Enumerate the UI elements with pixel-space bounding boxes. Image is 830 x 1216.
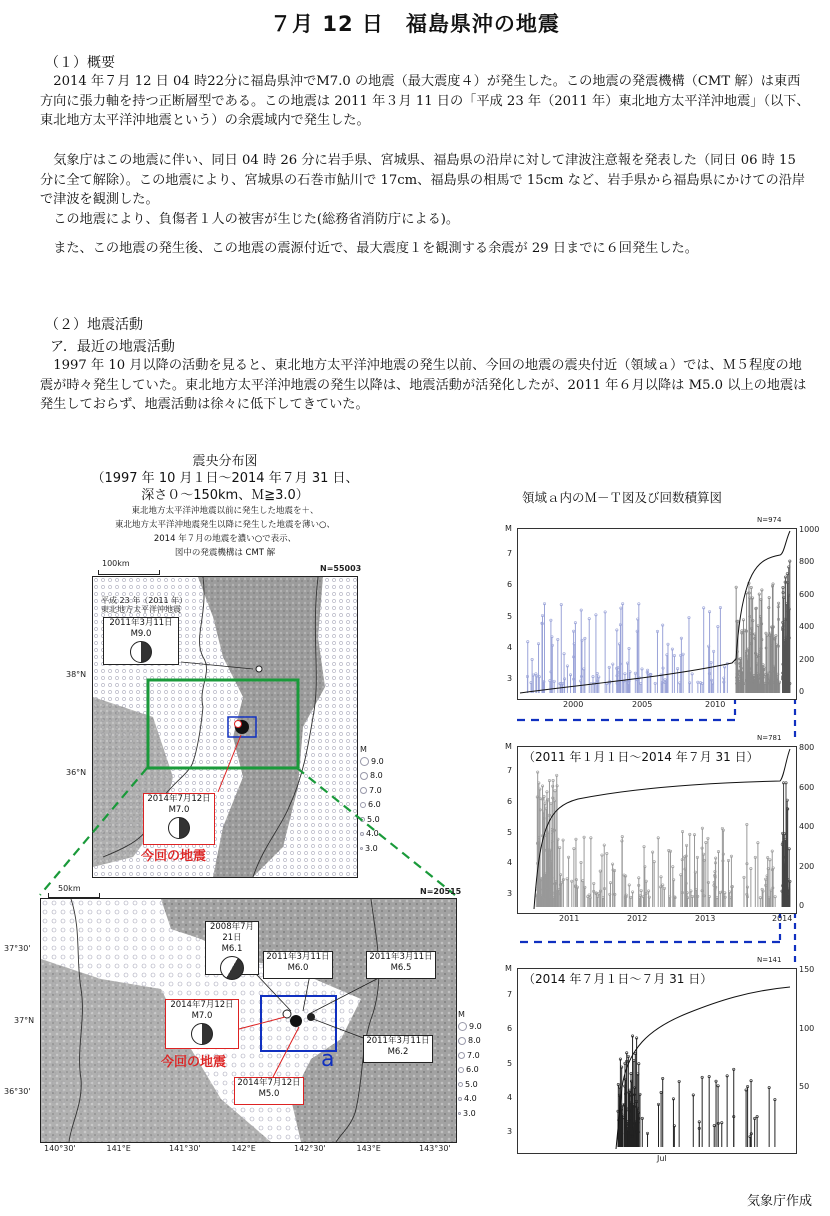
map2-this-eq-mag: M7.0 <box>191 1011 213 1021</box>
map2-this-eq-label: 今回の地震 <box>161 1055 227 1070</box>
map2-this-eq-date: 2014年7月12日 <box>170 1000 234 1010</box>
mt-y2-tick: 0 <box>799 901 805 910</box>
map-caption-depth: 深さ０～150km、Ｍ≧3.0） <box>141 488 309 503</box>
mt-y-tick: 4 <box>507 858 513 868</box>
mt-y2-tick: 150 <box>799 965 815 974</box>
map1-count: N=55003 <box>320 564 362 573</box>
map-caption-title: 震央分布図 <box>192 454 258 469</box>
mag-legend-label: 6.0 <box>368 800 381 810</box>
mt-cumulative-line <box>534 749 790 909</box>
map-caption-period: （1997 年 10 月１日～2014 年７月 31 日、 <box>91 471 359 486</box>
mt-svg <box>518 529 796 699</box>
mt-y2-tick: 50 <box>799 1082 810 1092</box>
mt-y-tick: 5 <box>507 1058 513 1068</box>
map2-eq-2011-m65-mag: M6.5 <box>390 963 412 973</box>
mag-legend-item <box>458 1019 482 1034</box>
map2-lat-3730: 37°30' <box>4 944 31 953</box>
mt-y2-tick: 600 <box>799 782 815 792</box>
mt-n-label: N=141 <box>757 956 782 964</box>
map-caption-note-4: 図中の発震機構は CMT 解 <box>174 548 276 558</box>
magnitude-circle-icon <box>458 1067 464 1073</box>
mt-n-label: N=781 <box>757 734 782 742</box>
mt-y2-tick: 800 <box>799 743 815 752</box>
map2-this-eq-box <box>165 999 239 1049</box>
map2-lon-tick: 142°30' <box>294 1144 326 1153</box>
mag-legend-title: M <box>458 1010 465 1019</box>
map1-lat-36: 36°N <box>66 768 87 777</box>
mt-x-tick: 2013 <box>695 914 716 923</box>
map-caption-note-1: 東北地方太平洋沖地震以前に発生した地震を＋、 <box>131 506 319 516</box>
mag-legend-label: 4.0 <box>366 829 379 839</box>
mt-chart-3 <box>517 968 797 1154</box>
map-caption-note-2: 東北地方太平洋沖地震発生以降に発生した地震を薄い○、 <box>115 520 335 530</box>
map2-eq-2008-mag: M6.1 <box>221 944 243 954</box>
map2-lon-tick: 141°30' <box>169 1144 201 1153</box>
map2-scale-label: 50km <box>58 884 81 893</box>
mt-ylabel: M <box>505 524 512 533</box>
mag-legend-title: M <box>360 745 367 754</box>
map2-count: N=20515 <box>420 887 462 896</box>
map2-eq-2011-m60-date: 2011年3月11日 <box>266 952 330 962</box>
map2-lat-37: 37°N <box>14 1016 35 1025</box>
map1-this-eq-date: 2014年7月12日 <box>147 794 211 804</box>
mt-y-tick: 6 <box>507 1024 513 1034</box>
section1-paragraph-2: 気象庁はこの地震に伴い、同日 04 時 26 分に岩手県、宮城県、福島県の沿岸に対して津波注意報を発表した（同日 06 時 15 分に全て解除）。この地震により、宮城県の石巻市鮎川で 17cm、福島県の相馬で 15cm など、岩手県から福島県にかけての沿岸で津波を観測した。 <box>40 153 806 208</box>
mt-panel-title: （2011 年１月１日～2014 年７月 31 日） <box>523 750 759 764</box>
mag-legend-label: 4.0 <box>464 1094 477 1104</box>
mag-legend-label: 6.0 <box>466 1065 479 1075</box>
mt-x-tick: 2005 <box>632 700 653 709</box>
mt-y2-tick: 800 <box>799 557 815 567</box>
map2-lat-3630: 36°30' <box>4 1087 31 1096</box>
section2-heading: （２）地震活動 <box>45 317 143 333</box>
mt-svg <box>518 747 796 913</box>
mt-y2-tick: 0 <box>799 687 805 696</box>
mt-x-tick: 2011 <box>559 914 580 923</box>
map2-lon-tick: 143°30' <box>419 1144 451 1153</box>
mag-legend-label: 3.0 <box>365 843 378 853</box>
map2-lon-tick: 141°E <box>106 1144 131 1153</box>
footer-credit: 気象庁作成 <box>746 1194 812 1209</box>
section2-paragraph: 1997 年 10 月以降の活動を見ると、東北地方太平洋沖地震の発生以前、今回の地震の震央付近（領域ａ）では、Ｍ５程度の地震が時々発生していた。東北地方太平洋沖地震の発生以降は、地震活動が活発化したが、2011 年６月以降は M5.0 以上の地震は発生しておらず、地震活動は徐々に低下してきていた。 <box>40 358 807 413</box>
mag-legend-item <box>458 1048 482 1063</box>
magnitude-circle-icon <box>458 1082 463 1087</box>
mt-ylabel: M <box>505 964 512 973</box>
mt-title: 領域ａ内のＭ－Ｔ図及び回数積算図 <box>522 490 723 505</box>
mag-legend-label: 5.0 <box>367 814 380 824</box>
magnitude-circle-icon <box>458 1022 467 1031</box>
map1-this-eq-label: 今回の地震 <box>141 849 207 864</box>
map2-eq-box-2011-m60 <box>263 951 333 979</box>
mt-y-tick: 6 <box>507 580 513 590</box>
mt-panel-title: （2014 年７月１日～７月 31 日） <box>523 972 713 986</box>
magnitude-circle-icon <box>458 1037 466 1045</box>
map2-eq-box-2011-m65 <box>366 951 436 979</box>
mag-legend-item <box>458 1063 482 1078</box>
mag-legend-item <box>458 1106 482 1121</box>
mt-y2-tick: 1000 <box>799 525 820 534</box>
section1-paragraph-3: この地震により、負傷者１人の被害が生じた(総務省消防庁による)。 <box>53 212 460 227</box>
mt-y2-tick: 600 <box>799 589 815 599</box>
mt-y-tick: 4 <box>507 643 513 652</box>
mag-legend-item <box>458 1034 482 1049</box>
mt-y-tick: 5 <box>507 827 513 837</box>
mag-legend-label: 9.0 <box>469 1021 482 1031</box>
mt-y-tick: 7 <box>507 766 513 776</box>
mt-y-tick: 3 <box>507 1127 513 1137</box>
section1-heading: （１）概要 <box>45 55 115 71</box>
mt-y-tick: 6 <box>507 796 513 806</box>
mag-legend-label: 9.0 <box>371 756 384 766</box>
map2-panel <box>40 898 457 1143</box>
focal-mechanism-icon <box>191 1023 213 1045</box>
map1-lat-38: 38°N <box>66 670 87 679</box>
mt-y2-tick: 100 <box>799 1023 815 1033</box>
mt-y-tick: 7 <box>507 548 513 558</box>
magnitude-circle-icon <box>458 1052 465 1059</box>
map2-eq-2011-m62-mag: M6.2 <box>387 1047 409 1057</box>
mt-y-tick: 4 <box>507 1093 513 1102</box>
mag-legend-label: 7.0 <box>467 1050 480 1060</box>
mag-legend-label: 7.0 <box>369 785 382 795</box>
map2-lon-tick: 142°E <box>231 1144 256 1153</box>
mt-y-tick: 3 <box>507 674 513 684</box>
map2-eq-box-2008 <box>205 921 259 975</box>
mt-y2-tick: 400 <box>799 822 815 831</box>
map2-m5-mag: M5.0 <box>258 1089 280 1099</box>
mt-y-tick: 3 <box>507 888 513 898</box>
page-title: ７月 12 日 福島県沖の地震 <box>270 12 560 36</box>
section1-paragraph-1: 2014 年７月 12 日 04 時22分に福島県沖でM7.0 の地震（最大震度４）が発生した。この地震の発震機構（CMT 解）は東西方向に張力軸を持つ正断層型である。この地震は 2011 年３月 11 日の「平成 23 年（2011 年）東北地方太平洋沖地震」（以下、東北地方太平洋沖地震という）の余震域内で発生した。 <box>40 74 810 129</box>
map1-this-eq-mag: M7.0 <box>168 805 190 815</box>
mt-x-tick: 2012 <box>627 914 648 923</box>
focal-mechanism-icon <box>220 956 244 980</box>
magnitude-circle-icon <box>458 1097 462 1101</box>
mt-ylabel: M <box>505 742 512 751</box>
mt-y2-tick: 400 <box>799 622 815 632</box>
map2-eq-2011-m60-mag: M6.0 <box>287 963 309 973</box>
mt-y2-tick: 200 <box>799 861 815 871</box>
map1-eq-label-2: 東北地方太平洋沖地震 <box>101 605 181 614</box>
mag-legend-label: 3.0 <box>463 1108 476 1118</box>
map2-m5-box <box>234 1077 304 1105</box>
map-caption-note-3: 2014 年７月の地震を濃い○で表示、 <box>153 534 297 544</box>
mag-legend-label: 8.0 <box>370 771 383 781</box>
mt-chart-1 <box>517 528 797 700</box>
map2-magnitude-legend <box>458 1010 482 1121</box>
map2-eq-2008-date: 2008年7月21日 <box>209 922 255 943</box>
mt-x-tick: 2000 <box>563 700 584 709</box>
mt-y2-tick: 200 <box>799 654 815 664</box>
map2-eq-box-2011-m62 <box>363 1035 433 1063</box>
mt-y-tick: 5 <box>507 611 513 621</box>
mt-y-tick: 7 <box>507 990 513 1000</box>
mt-x-tick: Jul <box>657 1154 667 1163</box>
mag-legend-label: 5.0 <box>465 1079 478 1089</box>
map1-scale-label: 100km <box>102 559 130 568</box>
map2-lon-tick: 140°30' <box>44 1144 76 1153</box>
map2-eq-2011-m62-date: 2011年3月11日 <box>366 1036 430 1046</box>
mag-legend-item <box>458 1092 482 1107</box>
map1-eq-label: 平成 23 年（2011 年） <box>101 596 188 605</box>
mt-n-label: N=974 <box>757 516 782 524</box>
mt-x-tick: 2010 <box>705 700 726 709</box>
map2-m5-date: 2014年7月12日 <box>237 1078 301 1088</box>
map2-region-label: a <box>321 1047 335 1072</box>
magnitude-circle-icon <box>458 1112 461 1115</box>
map1-mainshock-mag: M9.0 <box>130 629 152 639</box>
map2-lon-axis <box>40 1144 455 1156</box>
map2-eq-2011-m65-date: 2011年3月11日 <box>369 952 433 962</box>
mag-legend-label: 8.0 <box>468 1036 481 1046</box>
mt-x-tick: 2014 <box>772 914 793 923</box>
mt-chart-2 <box>517 746 797 914</box>
mt-svg <box>518 969 796 1153</box>
map1-mainshock-date: 2011年3月11日 <box>109 618 173 628</box>
section1-paragraph-4: また、この地震の発生後、この地震の震源付近で、最大震度１を観測する余震が 29 日までに６回発生した。 <box>53 241 698 256</box>
map2-lon-tick: 143°E <box>356 1144 381 1153</box>
section2-subheading: ア．最近の地震活動 <box>50 339 175 355</box>
mag-legend-item <box>458 1077 482 1092</box>
